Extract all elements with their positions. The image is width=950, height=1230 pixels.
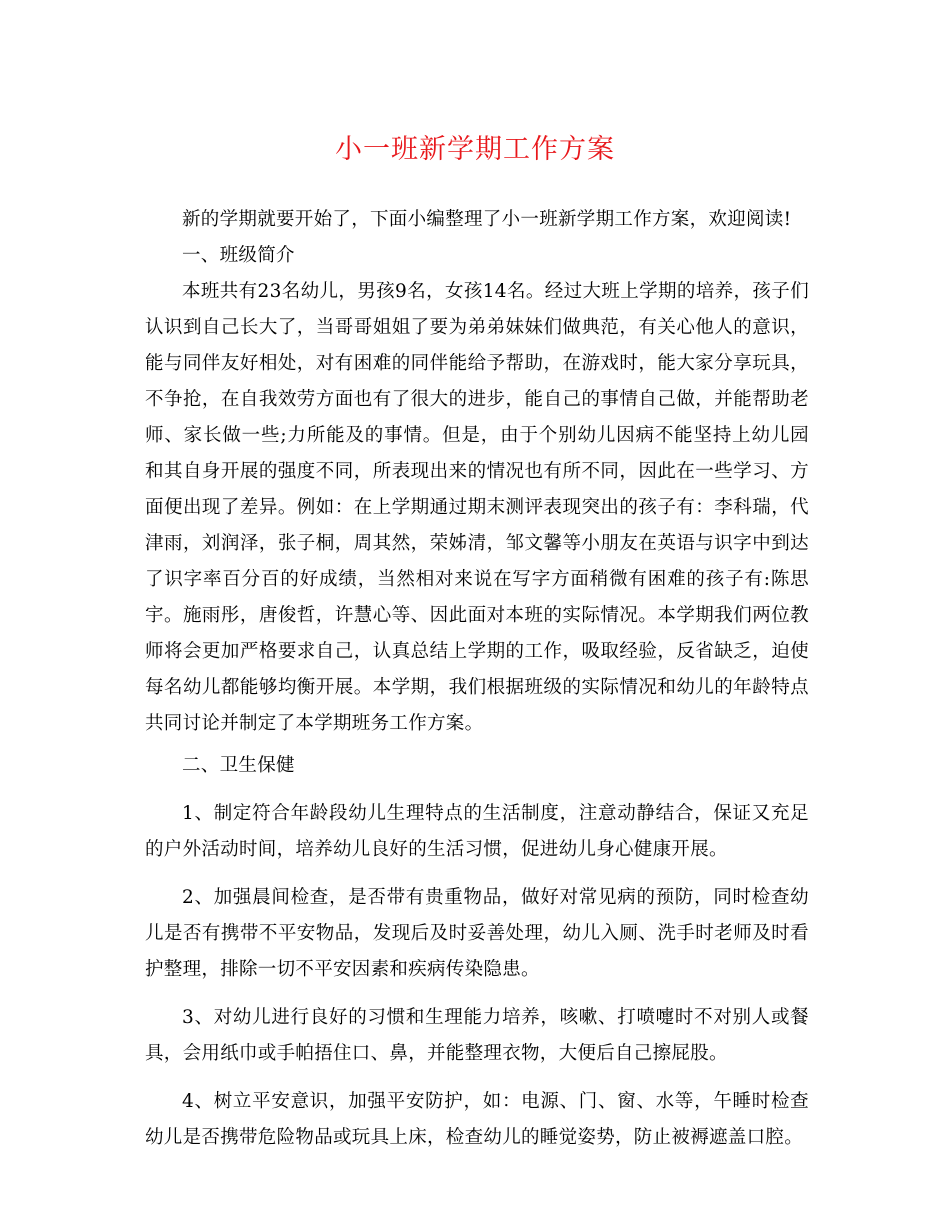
section-heading-class-intro: 一、班级简介 (182, 245, 295, 266)
class-intro-paragraph: 本班共有23名幼儿，男孩9名，女孩14名。经过大班上学期的培养，孩子们认识到自己长大了，当哥哥姐姐了要为弟弟妹妹们做典范，有关心他人的意识，能与同伴友好相处，对有困难的同伴能给予帮助，在游戏时，能大家分享玩具，不争抢，在自我效劳方面也有了很大的进步，能自己的事情自己做，并能帮助老师、家长做一些;力所能及的事情。但是，由于个别幼儿因病不能坚持上幼儿园和其自身开展的强度不同，所表现出来的情况也有所不同，因此在一些学习、方面便出现了差异。例如：在上学期通过期末测评表现突出的孩子有：李科瑞，代津雨，刘润泽，张子桐，周其然，荣姊清，邹文馨等小朋友在英语与识字中到达了识字率百分百的好成绩，当然相对来说在写字方面稍微有困难的孩子有:陈思宇。施雨彤，唐俊哲，许慧心等、因此面对本班的实际情况。本学期我们两位教师将会更加严格要求自己，认真总结上学期的工作，吸取经验，反省缺乏，迫使每名幼儿都能够均衡开展。本学期，我们根据班级的实际情况和幼儿的年龄特点共同讨论并制定了本学期班务工作方案。 (145, 281, 809, 734)
health-item-4: 4、树立平安意识，加强平安防护，如：电源、门、窗、水等，午睡时检查幼儿是否携带危险物品或玩具上床，检查幼儿的睡觉姿势，防止被褥遮盖口腔。 (145, 1091, 809, 1148)
health-item-1: 1、制定符合年龄段幼儿生理特点的生活制度，注意动静结合，保证又充足的户外活动时间，培养幼儿良好的生活习惯，促进幼儿身心健康开展。 (145, 803, 809, 860)
intro-paragraph: 新的学期就要开始了，下面小编整理了小一班新学期工作方案，欢迎阅读! (182, 209, 792, 230)
health-item-3: 3、对幼儿进行良好的习惯和生理能力培养，咳嗽、打喷嚏时不对别人或餐具，会用纸巾或手帕捂住口、鼻，并能整理衣物，大便后自己擦屁股。 (145, 1007, 809, 1064)
health-item-2: 2、加强晨间检查，是否带有贵重物品，做好对常见病的预防，同时检查幼儿是否有携带不平安物品，发现后及时妥善处理，幼儿入厕、洗手时老师及时看护整理，排除一切不平安因素和疾病传染隐患。 (145, 887, 809, 980)
section-heading-health: 二、卫生保健 (182, 755, 295, 776)
document-title: 小一班新学期工作方案 (335, 134, 615, 165)
document-body (145, 202, 809, 1156)
